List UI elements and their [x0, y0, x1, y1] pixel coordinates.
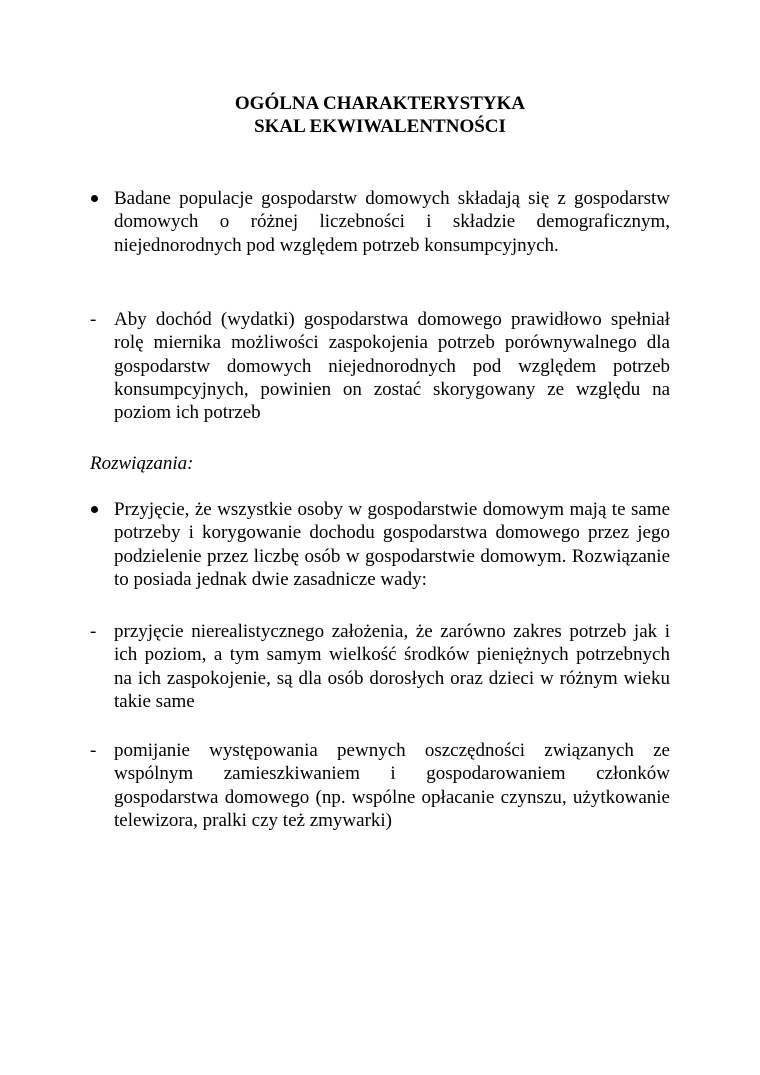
bullet-dot-icon: [91, 195, 98, 202]
flaw-1-text: przyjęcie nierealistycznego założenia, że zarówno zakres potrzeb jak i ich poziom, a tym samym wielkość środków pieniężnych potrzebnych na ich zaspokojenie, są dla osób dorosłych oraz dzieci w różnym wieku takie same: [114, 621, 670, 712]
title-line-2: SKAL EKWIWALENTNOŚCI: [254, 116, 506, 137]
dash-marker: -: [90, 621, 97, 642]
dash-marker: -: [90, 740, 97, 761]
flaw-1-item: [90, 620, 670, 713]
intro-dash-item: [90, 308, 670, 424]
intro-bullet-item: [90, 187, 670, 257]
intro-dash-text: Aby dochód (wydatki) gospodarstwa domowego prawidłowo spełniał rolę miernika możliwości zaspokojenia potrzeb porównywalnego dla gospodarstw domowych niejednorodnych pod względem potrzeb konsumpcyjnych, powinien on zostać skorygowany ze względu na poziom ich potrzeb: [114, 309, 670, 424]
title-line-1: OGÓLNA CHARAKTERYSTYKA: [234, 93, 526, 114]
bullet-dot-icon: [91, 506, 98, 513]
solution-bullet-text: Przyjęcie, że wszystkie osoby w gospodarstwie domowym mają te same potrzeby i korygowanie dochodu gospodarstwa domowego przez jego podzielenie przez liczbę osób w gospodarstwie domowym. Rozwiązanie to posiada jednak dwie zasadnicze wady:: [114, 499, 670, 590]
flaw-2-text: pomijanie występowania pewnych oszczędności związanych ze wspólnym zamieszkiwaniem i gospodarowaniem członków gospodarstwa domowego (np. wspólne opłacanie czynszu, użytkowanie telewizora, pralki czy też zmywarki): [114, 740, 670, 831]
page-title: [0, 92, 760, 138]
flaw-2-item: [90, 739, 670, 832]
solutions-heading: Rozwiązania:: [90, 453, 194, 474]
intro-bullet-text: Badane populacje gospodarstw domowych składają się z gospodarstw domowych o różnej liczebności i składzie demograficznym, niejednorodnych pod względem potrzeb konsumpcyjnych.: [114, 188, 670, 256]
dash-marker: -: [90, 309, 97, 330]
solution-bullet-item: [90, 498, 670, 591]
